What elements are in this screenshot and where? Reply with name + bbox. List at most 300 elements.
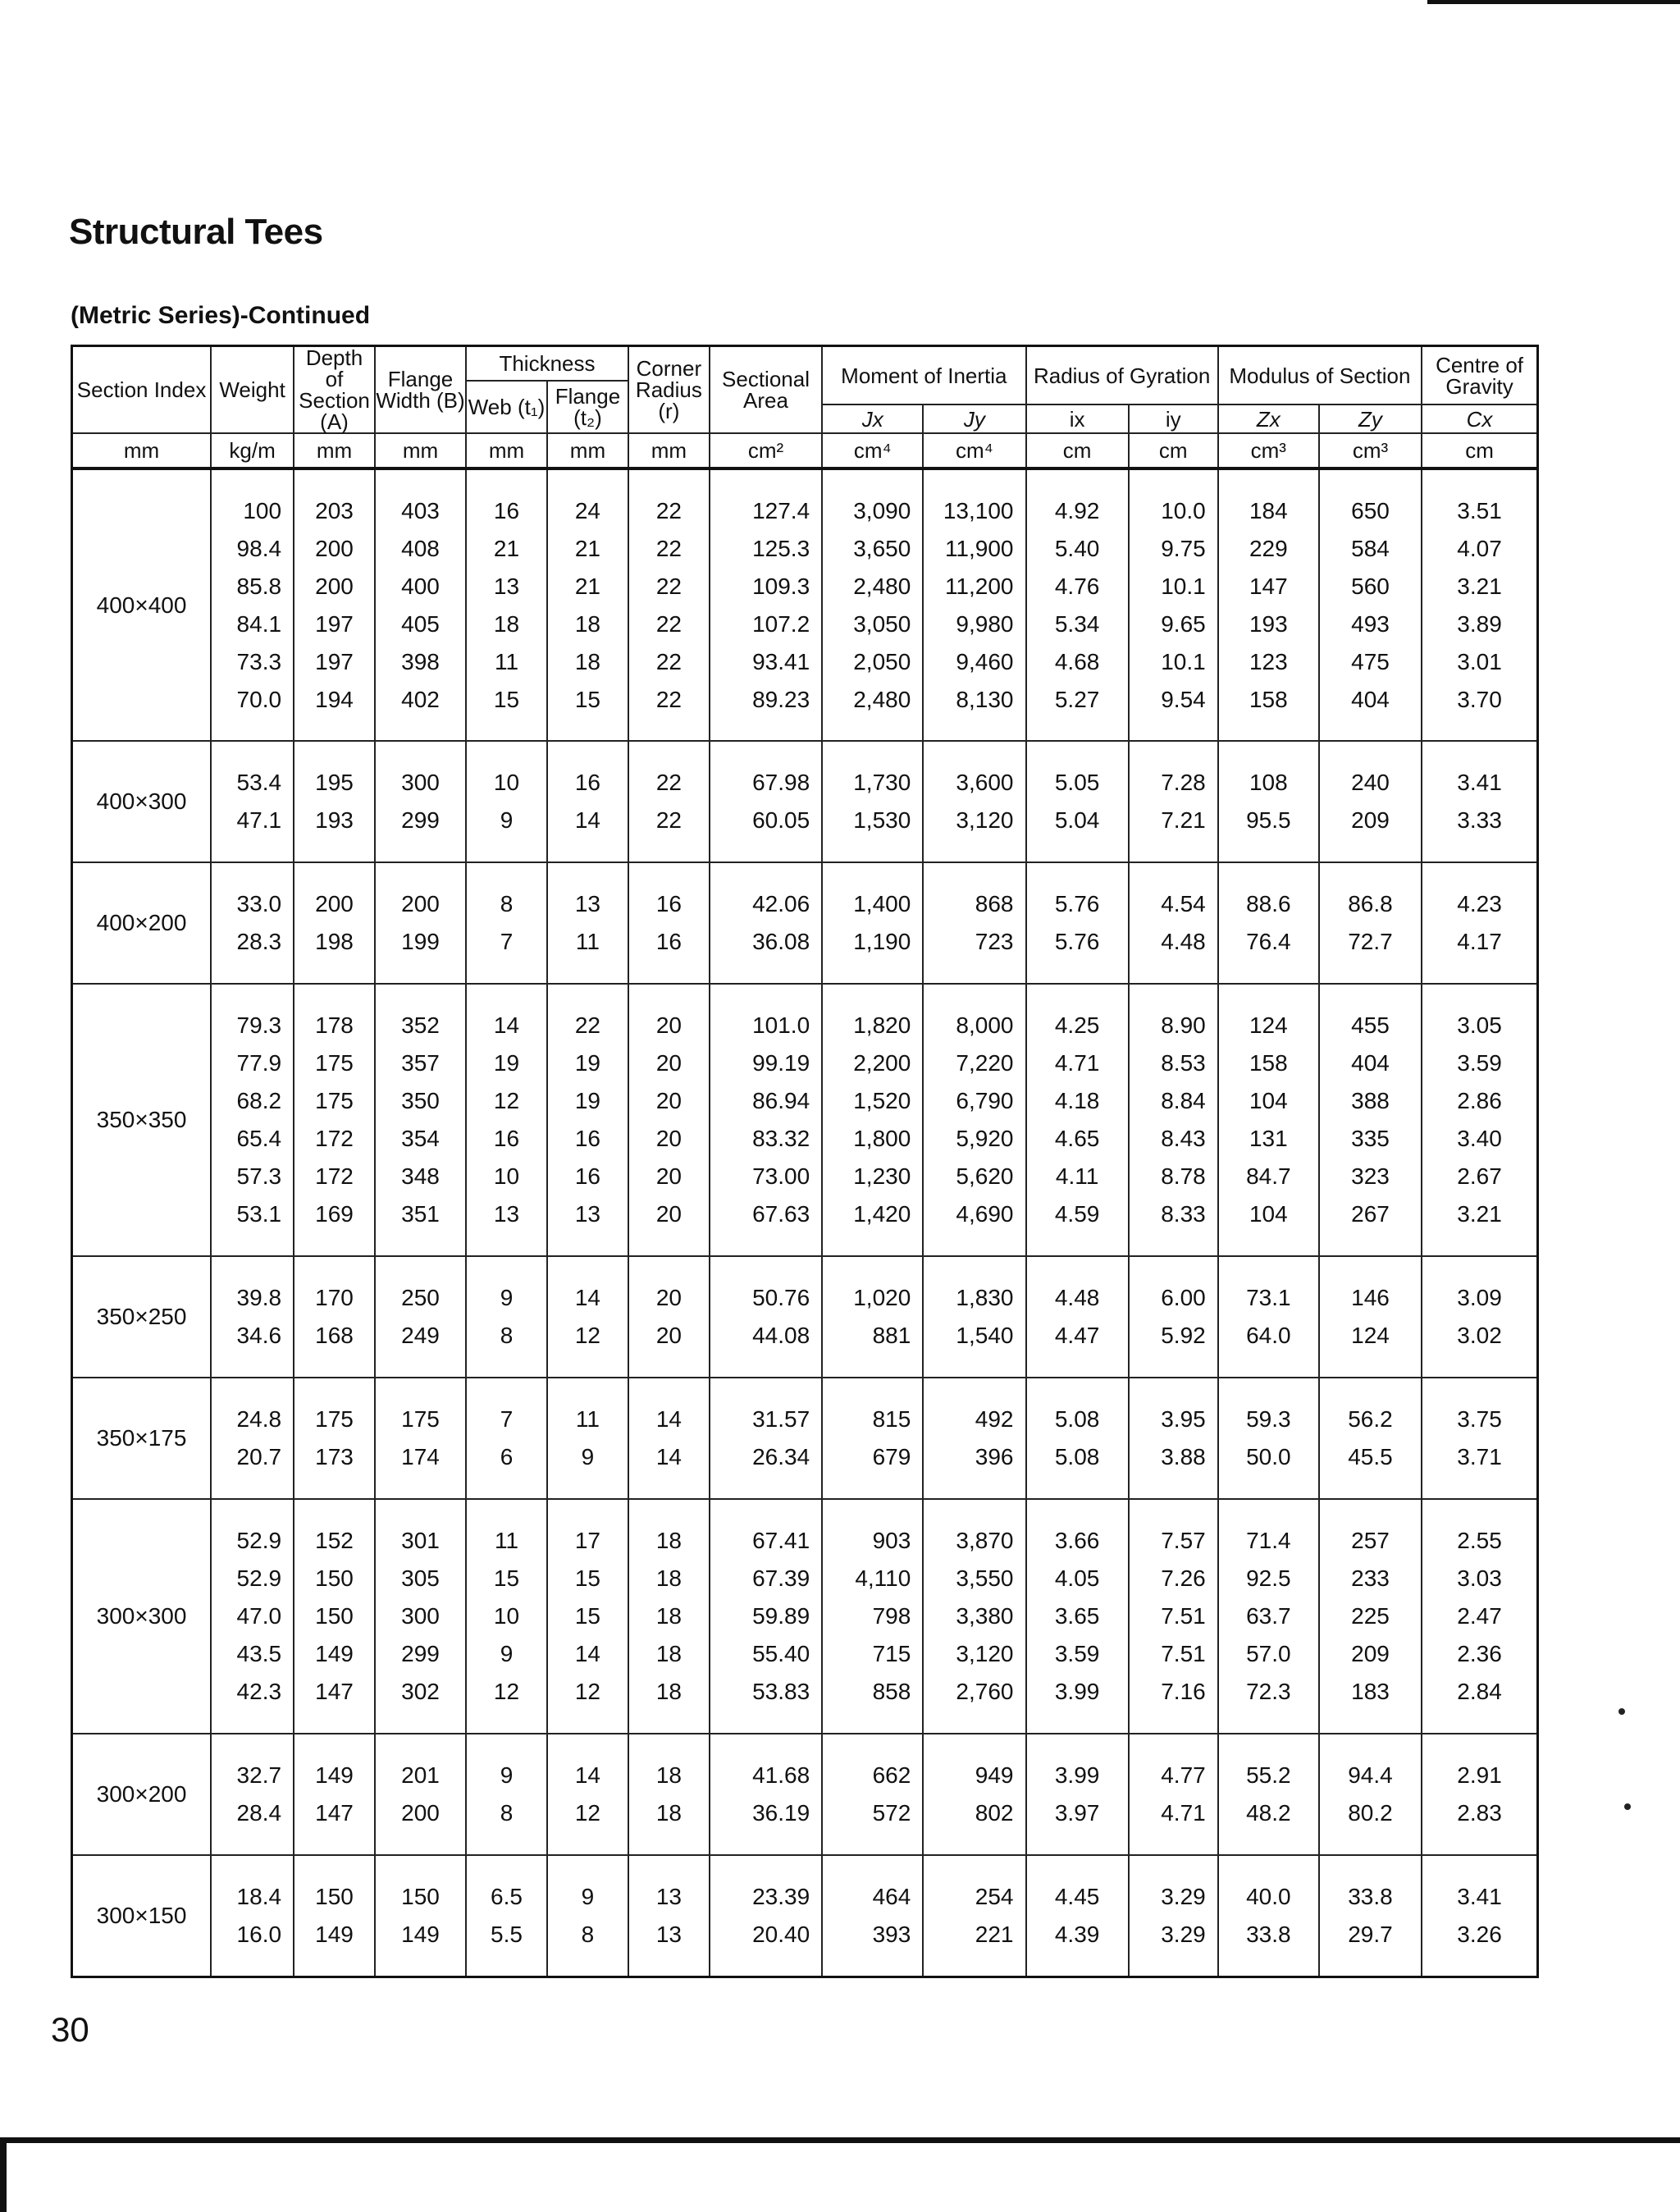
- corner-radius-value: 18: [655, 1603, 682, 1629]
- flange-thickness-value: 22: [574, 1012, 601, 1038]
- ix-cell: [1026, 1499, 1129, 1734]
- depth-cell: [294, 862, 375, 984]
- flange-width-value: 398: [401, 648, 440, 674]
- cx-value: 2.86: [1457, 1088, 1502, 1113]
- depth-value: 150: [315, 1603, 354, 1629]
- ix-value: 5.76: [1054, 891, 1100, 916]
- web-thickness-value: 8: [500, 1800, 514, 1826]
- iy-value: 10.1: [1161, 573, 1206, 599]
- header-modulus-of-section: Modulus of Section: [1218, 346, 1422, 405]
- zy-value: 240: [1351, 770, 1390, 795]
- depth-cell: [294, 1378, 375, 1499]
- flange-width-value: 402: [401, 686, 440, 712]
- weight-cell: [211, 1734, 294, 1855]
- flange-thickness-cell: [547, 1378, 628, 1499]
- section-index-cell: 350×250: [72, 1256, 212, 1378]
- cx-value: 3.03: [1457, 1565, 1502, 1591]
- zy-cell: [1319, 984, 1422, 1256]
- web-thickness-cell: [466, 1256, 547, 1378]
- jy-cell: [923, 468, 1025, 741]
- ix-value: 3.99: [1054, 1679, 1100, 1704]
- cx-value: 3.59: [1457, 1050, 1502, 1076]
- zy-value: 323: [1351, 1163, 1390, 1189]
- header-flange: Flange (t₂): [547, 381, 628, 433]
- ix-value: 3.59: [1054, 1641, 1100, 1666]
- flange-thickness-value: 15: [574, 686, 601, 712]
- page-title: Structural Tees: [69, 212, 323, 252]
- cx-value: 3.09: [1457, 1285, 1502, 1310]
- jx-cell: [822, 1378, 923, 1499]
- page-number: 30: [51, 2010, 89, 2049]
- corner-radius-value: 20: [655, 1163, 682, 1189]
- flange-width-cell: [375, 984, 466, 1256]
- iy-cell: [1129, 1256, 1218, 1378]
- ix-value: 5.08: [1054, 1406, 1100, 1432]
- jy-value: 3,120: [956, 807, 1014, 833]
- cx-value: 2.47: [1457, 1603, 1502, 1629]
- sectional-area-value: 42.06: [752, 891, 810, 916]
- iy-value: 5.92: [1161, 1323, 1206, 1348]
- ix-cell: [1026, 741, 1129, 862]
- zy-value: 72.7: [1348, 929, 1393, 954]
- jx-value: 572: [872, 1800, 911, 1826]
- weight-value: 28.3: [236, 929, 282, 954]
- zy-value: 225: [1351, 1603, 1390, 1629]
- iy-cell: [1129, 984, 1218, 1256]
- jx-cell: [822, 468, 923, 741]
- jy-value: 9,460: [956, 648, 1014, 674]
- zx-cell: [1218, 1378, 1319, 1499]
- corner-radius-value: 22: [655, 686, 682, 712]
- flange-width-value: 403: [401, 497, 440, 523]
- cx-value: 3.70: [1457, 686, 1502, 712]
- jy-cell: [923, 984, 1025, 1256]
- jy-value: 3,120: [956, 1641, 1014, 1666]
- ix-value: 4.25: [1054, 1012, 1100, 1038]
- ix-cell: [1026, 468, 1129, 741]
- web-thickness-value: 9: [500, 1285, 514, 1310]
- depth-value: 200: [315, 891, 354, 916]
- jx-value: 858: [872, 1679, 911, 1704]
- flange-width-value: 301: [401, 1528, 440, 1553]
- weight-cell: [211, 468, 294, 741]
- sectional-area-value: 20.40: [752, 1921, 810, 1947]
- web-thickness-value: 6: [500, 1444, 514, 1469]
- zx-value: 92.5: [1246, 1565, 1291, 1591]
- flange-thickness-value: 14: [574, 1641, 601, 1666]
- iy-value: 8.78: [1161, 1163, 1206, 1189]
- weight-value: 98.4: [236, 535, 282, 561]
- depth-value: 175: [315, 1406, 354, 1432]
- sectional-area-cell: [710, 1256, 822, 1378]
- jx-value: 2,200: [853, 1050, 911, 1076]
- zx-value: 64.0: [1246, 1323, 1291, 1348]
- ix-value: 4.59: [1054, 1201, 1100, 1227]
- sectional-area-value: 93.41: [752, 648, 810, 674]
- iy-cell: [1129, 1855, 1218, 1977]
- header-web: Web (t₁): [466, 381, 547, 433]
- web-thickness-value: 12: [493, 1679, 520, 1704]
- section-group-row: [72, 1734, 1538, 1855]
- weight-cell: [211, 1855, 294, 1977]
- depth-value: 150: [315, 1565, 354, 1591]
- iy-value: 4.71: [1161, 1800, 1206, 1826]
- section-index-cell: 400×400: [72, 468, 212, 741]
- sectional-area-value: 53.83: [752, 1679, 810, 1704]
- cx-value: 3.21: [1457, 1201, 1502, 1227]
- weight-value: 43.5: [236, 1641, 282, 1666]
- jy-value: 1,540: [956, 1323, 1014, 1348]
- top-border-line: [1427, 0, 1680, 4]
- cx-cell: [1422, 1378, 1537, 1499]
- depth-value: 170: [315, 1285, 354, 1310]
- depth-value: 178: [315, 1012, 354, 1038]
- web-thickness-cell: [466, 1855, 547, 1977]
- flange-thickness-value: 9: [581, 1444, 595, 1469]
- ix-value: 3.66: [1054, 1528, 1100, 1553]
- iy-cell: [1129, 1734, 1218, 1855]
- web-thickness-value: 11: [494, 648, 519, 674]
- iy-cell: [1129, 741, 1218, 862]
- iy-value: 6.00: [1161, 1285, 1206, 1310]
- flange-thickness-value: 16: [574, 1126, 601, 1151]
- jy-value: 221: [975, 1921, 1014, 1947]
- jx-value: 881: [872, 1323, 911, 1348]
- cx-cell: [1422, 741, 1537, 862]
- flange-width-cell: [375, 1499, 466, 1734]
- corner-radius-value: 13: [655, 1883, 682, 1909]
- depth-value: 198: [315, 929, 354, 954]
- web-thickness-value: 11: [494, 1528, 519, 1553]
- jx-value: 3,090: [853, 497, 911, 523]
- bottom-border-line: [0, 2137, 1680, 2143]
- sectional-area-cell: [710, 741, 822, 862]
- jy-value: 396: [975, 1444, 1014, 1469]
- zx-cell: [1218, 862, 1319, 984]
- flange-thickness-value: 18: [574, 648, 601, 674]
- unit-cell: mm: [466, 433, 547, 468]
- unit-cell: kg/m: [211, 433, 294, 468]
- iy-value: 4.77: [1161, 1762, 1206, 1788]
- ix-value: 4.71: [1054, 1050, 1100, 1076]
- jx-value: 1,520: [853, 1088, 911, 1113]
- corner-radius-value: 14: [655, 1406, 682, 1432]
- iy-value: 10.1: [1161, 648, 1206, 674]
- corner-radius-cell: [628, 1256, 710, 1378]
- corner-radius-cell: [628, 1855, 710, 1977]
- weight-value: 73.3: [236, 648, 282, 674]
- zx-cell: [1218, 1256, 1319, 1378]
- weight-value: 16.0: [236, 1921, 282, 1947]
- weight-value: 70.0: [236, 686, 282, 712]
- cx-cell: [1422, 468, 1537, 741]
- depth-value: 152: [315, 1528, 354, 1553]
- cx-value: 3.05: [1457, 1012, 1502, 1038]
- jx-value: 1,730: [853, 770, 911, 795]
- jy-value: 7,220: [956, 1050, 1014, 1076]
- sectional-area-value: 67.41: [752, 1528, 810, 1553]
- zy-cell: [1319, 1378, 1422, 1499]
- ix-value: 4.05: [1054, 1565, 1100, 1591]
- zx-value: 147: [1249, 573, 1288, 599]
- corner-radius-cell: [628, 468, 710, 741]
- zx-cell: [1218, 741, 1319, 862]
- jy-cell: [923, 741, 1025, 862]
- jx-value: 1,230: [853, 1163, 911, 1189]
- jx-cell: [822, 1734, 923, 1855]
- web-thickness-value: 13: [493, 1201, 520, 1227]
- jx-value: 903: [872, 1528, 911, 1553]
- header-moment-of-inertia: Moment of Inertia: [822, 346, 1025, 405]
- iy-value: 8.90: [1161, 1012, 1206, 1038]
- web-thickness-value: 9: [500, 807, 514, 833]
- flange-width-value: 300: [401, 1603, 440, 1629]
- corner-radius-value: 22: [655, 807, 682, 833]
- zy-value: 584: [1351, 535, 1390, 561]
- flange-width-value: 400: [401, 573, 440, 599]
- corner-radius-value: 22: [655, 770, 682, 795]
- flange-width-cell: [375, 1256, 466, 1378]
- zx-value: 63.7: [1246, 1603, 1291, 1629]
- web-thickness-cell: [466, 1499, 547, 1734]
- ix-value: 5.08: [1054, 1444, 1100, 1469]
- weight-value: 85.8: [236, 573, 282, 599]
- table-subtitle: (Metric Series)-Continued: [71, 302, 371, 329]
- cx-value: 3.41: [1457, 1883, 1502, 1909]
- web-thickness-cell: [466, 468, 547, 741]
- sectional-area-value: 36.19: [752, 1800, 810, 1826]
- jx-value: 1,420: [853, 1201, 911, 1227]
- zx-value: 48.2: [1246, 1800, 1291, 1826]
- web-thickness-value: 19: [493, 1050, 520, 1076]
- zx-value: 72.3: [1246, 1679, 1291, 1704]
- jx-cell: [822, 741, 923, 862]
- jy-value: 254: [975, 1883, 1014, 1909]
- flange-thickness-value: 13: [574, 1201, 601, 1227]
- weight-value: 68.2: [236, 1088, 282, 1113]
- weight-value: 24.8: [236, 1406, 282, 1432]
- section-index-cell: 400×200: [72, 862, 212, 984]
- web-thickness-cell: [466, 1378, 547, 1499]
- cx-cell: [1422, 1734, 1537, 1855]
- ix-value: 4.48: [1054, 1285, 1100, 1310]
- cx-value: 2.36: [1457, 1641, 1502, 1666]
- depth-value: 147: [315, 1800, 354, 1826]
- jy-value: 11,200: [944, 573, 1014, 599]
- flange-thickness-value: 12: [574, 1800, 601, 1826]
- corner-radius-value: 18: [655, 1800, 682, 1826]
- ix-cell: [1026, 1256, 1129, 1378]
- section-group-row: [72, 1256, 1538, 1378]
- flange-thickness-value: 19: [574, 1050, 601, 1076]
- flange-thickness-value: 11: [575, 1406, 600, 1432]
- flange-thickness-value: 19: [574, 1088, 601, 1113]
- corner-radius-value: 18: [655, 1565, 682, 1591]
- web-thickness-cell: [466, 741, 547, 862]
- sectional-area-value: 50.76: [752, 1285, 810, 1310]
- flange-thickness-value: 17: [574, 1528, 601, 1553]
- flange-thickness-value: 16: [574, 1163, 601, 1189]
- jy-cell: [923, 1378, 1025, 1499]
- header-sectional-area: Sectional Area: [710, 346, 822, 434]
- unit-cell: cm⁴: [822, 433, 923, 468]
- iy-value: 4.48: [1161, 929, 1206, 954]
- iy-value: 7.26: [1161, 1565, 1206, 1591]
- header-section-index: Section Index: [72, 346, 212, 434]
- zy-value: 56.2: [1348, 1406, 1393, 1432]
- flange-thickness-value: 16: [574, 770, 601, 795]
- sectional-area-value: 36.08: [752, 929, 810, 954]
- flange-width-cell: [375, 468, 466, 741]
- zy-value: 209: [1351, 1641, 1390, 1666]
- flange-thickness-cell: [547, 984, 628, 1256]
- zy-cell: [1319, 1734, 1422, 1855]
- flange-width-value: 351: [401, 1201, 440, 1227]
- flange-width-value: 354: [401, 1126, 440, 1151]
- iy-value: 3.88: [1161, 1444, 1206, 1469]
- unit-cell: cm: [1129, 433, 1218, 468]
- weight-value: 77.9: [236, 1050, 282, 1076]
- iy-value: 3.29: [1161, 1883, 1206, 1909]
- web-thickness-value: 16: [493, 1126, 520, 1151]
- corner-radius-value: 20: [655, 1201, 682, 1227]
- section-index-cell: 300×200: [72, 1734, 212, 1855]
- jx-cell: [822, 1256, 923, 1378]
- jx-value: 2,480: [853, 686, 911, 712]
- ix-value: 4.18: [1054, 1088, 1100, 1113]
- sectional-area-cell: [710, 468, 822, 741]
- jy-value: 1,830: [956, 1285, 1014, 1310]
- zx-value: 57.0: [1246, 1641, 1291, 1666]
- ix-value: 4.39: [1054, 1921, 1100, 1947]
- jy-value: 11,900: [944, 535, 1014, 561]
- header-jy: Jy: [923, 404, 1025, 433]
- depth-value: 172: [315, 1126, 354, 1151]
- weight-cell: [211, 1378, 294, 1499]
- jx-value: 1,190: [853, 929, 911, 954]
- section-index-cell: 300×300: [72, 1499, 212, 1734]
- sectional-area-value: 26.34: [752, 1444, 810, 1469]
- web-thickness-value: 7: [500, 929, 514, 954]
- weight-value: 53.1: [236, 1201, 282, 1227]
- iy-value: 9.75: [1161, 535, 1206, 561]
- ix-value: 3.97: [1054, 1800, 1100, 1826]
- zx-value: 33.8: [1246, 1921, 1291, 1947]
- flange-thickness-value: 24: [574, 497, 601, 523]
- weight-cell: [211, 741, 294, 862]
- web-thickness-value: 9: [500, 1641, 514, 1666]
- web-thickness-value: 8: [500, 1323, 514, 1348]
- cx-value: 3.89: [1457, 610, 1502, 637]
- jy-value: 949: [975, 1762, 1014, 1788]
- web-thickness-value: 10: [493, 1603, 520, 1629]
- weight-value: 33.0: [236, 891, 282, 916]
- sectional-area-value: 89.23: [752, 686, 810, 712]
- table-body: [72, 468, 1538, 1977]
- depth-value: 200: [315, 573, 354, 599]
- depth-cell: [294, 741, 375, 862]
- iy-value: 8.43: [1161, 1126, 1206, 1151]
- jy-value: 8,130: [956, 686, 1014, 712]
- flange-thickness-value: 14: [574, 1285, 601, 1310]
- jy-value: 6,790: [956, 1088, 1014, 1113]
- jy-cell: [923, 1256, 1025, 1378]
- corner-radius-value: 20: [655, 1088, 682, 1113]
- weight-value: 52.9: [236, 1528, 282, 1553]
- cx-cell: [1422, 1256, 1537, 1378]
- header-iy: iy: [1129, 404, 1218, 433]
- cx-value: 4.17: [1457, 929, 1502, 954]
- sectional-area-value: 41.68: [752, 1762, 810, 1788]
- section-group-row: [72, 468, 1538, 741]
- flange-width-cell: [375, 1734, 466, 1855]
- jy-cell: [923, 862, 1025, 984]
- unit-cell: cm³: [1319, 433, 1422, 468]
- header-radius-of-gyration: Radius of Gyration: [1026, 346, 1218, 405]
- flange-width-cell: [375, 862, 466, 984]
- zy-value: 33.8: [1348, 1883, 1393, 1909]
- zx-value: 55.2: [1246, 1762, 1291, 1788]
- flange-thickness-value: 15: [574, 1565, 601, 1591]
- iy-value: 7.28: [1161, 770, 1206, 795]
- ix-cell: [1026, 862, 1129, 984]
- zy-value: 560: [1351, 573, 1390, 599]
- sectional-area-value: 83.32: [752, 1126, 810, 1151]
- ix-value: 3.65: [1054, 1603, 1100, 1629]
- iy-value: 4.54: [1161, 891, 1206, 916]
- weight-value: 47.1: [236, 807, 282, 833]
- iy-value: 8.33: [1161, 1201, 1206, 1227]
- cx-cell: [1422, 1499, 1537, 1734]
- cx-value: 3.75: [1457, 1406, 1502, 1432]
- iy-value: 8.84: [1161, 1088, 1206, 1113]
- flange-width-cell: [375, 1855, 466, 1977]
- depth-value: 200: [315, 535, 354, 561]
- cx-value: 2.84: [1457, 1679, 1502, 1704]
- web-thickness-value: 16: [493, 497, 520, 523]
- web-thickness-value: 15: [493, 1565, 520, 1591]
- weight-cell: [211, 1256, 294, 1378]
- corner-radius-cell: [628, 862, 710, 984]
- corner-radius-value: 22: [655, 573, 682, 599]
- flange-width-value: 299: [401, 807, 440, 833]
- flange-width-value: 405: [401, 610, 440, 637]
- zy-cell: [1319, 741, 1422, 862]
- jy-cell: [923, 1734, 1025, 1855]
- sectional-area-value: 23.39: [752, 1883, 810, 1909]
- zy-value: 146: [1351, 1285, 1390, 1310]
- cx-value: 3.26: [1457, 1921, 1502, 1947]
- section-group-row: [72, 1378, 1538, 1499]
- cx-cell: [1422, 984, 1537, 1256]
- iy-cell: [1129, 468, 1218, 741]
- iy-value: 7.51: [1161, 1641, 1206, 1666]
- iy-cell: [1129, 1499, 1218, 1734]
- depth-value: 193: [315, 807, 354, 833]
- flange-width-cell: [375, 1378, 466, 1499]
- zy-cell: [1319, 1499, 1422, 1734]
- zx-cell: [1218, 1734, 1319, 1855]
- section-group-row: [72, 1855, 1538, 1977]
- zy-value: 404: [1351, 1050, 1390, 1076]
- flange-width-value: 357: [401, 1050, 440, 1076]
- corner-radius-value: 20: [655, 1323, 682, 1348]
- jy-value: 3,550: [956, 1565, 1014, 1591]
- iy-value: 9.65: [1161, 610, 1206, 637]
- web-thickness-value: 18: [493, 610, 520, 637]
- flange-width-value: 300: [401, 770, 440, 795]
- jx-value: 3,650: [853, 535, 911, 561]
